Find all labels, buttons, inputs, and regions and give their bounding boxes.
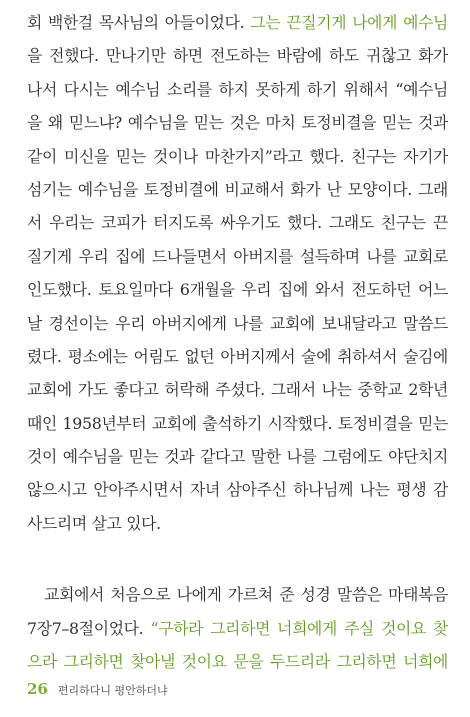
text-line: [27, 407, 448, 440]
page-footer: [27, 680, 168, 698]
text-line: [27, 173, 448, 206]
paragraph-1: [27, 6, 448, 540]
text-segment: 같이 미신을 믿는 것이나 마찬가지”라고 했다. 친구는 자기가: [27, 146, 448, 166]
text-segment: 않으시고 안아주시면서 자녀 삼아주신 하나님께 나는 평생 감: [27, 480, 448, 500]
text-line: [27, 578, 448, 611]
highlighted-text: “구하라 그리하면 너희에게 주실 것이요 찾: [150, 618, 448, 638]
text-segment: 때인 1958년부터 교회에 출석하기 시작했다. 토정비결을 믿는: [27, 413, 448, 433]
body-text: [27, 6, 448, 678]
text-line: [27, 73, 448, 106]
text-segment: 회 백한걸 목사님의 아들이었다.: [27, 13, 251, 32]
page-number: 26: [27, 680, 48, 698]
text-line: [27, 240, 448, 273]
highlighted-text: 그는 끈질기게 나에게 예수님: [250, 13, 448, 32]
text-line: [27, 612, 448, 645]
text-segment: 렸다. 평소에는 어림도 없던 아버지께서 술에 취하셔서 술김에: [27, 346, 448, 366]
text-segment: 것이 예수님을 믿는 것과 같다고 말한 나를 그럼에도 야단치지: [27, 447, 448, 467]
paragraph-2: [27, 578, 448, 678]
text-segment: 7장7–8절이었다.: [27, 618, 151, 638]
text-segment: 교회에서 처음으로 나에게 가르쳐 준 성경 말씀은 마태복음: [27, 585, 448, 605]
paragraph-gap: [27, 540, 448, 578]
text-segment: 교회에 가도 좋다고 허락해 주셨다. 그래서 나는 중학교 2학년: [27, 380, 448, 400]
text-line: [27, 140, 448, 173]
text-line: [27, 473, 448, 506]
text-line: [27, 507, 448, 540]
text-line: [27, 307, 448, 340]
text-line: [27, 373, 448, 406]
text-line: [27, 206, 448, 239]
text-line: [27, 440, 448, 473]
text-line: [27, 6, 448, 39]
text-line: [27, 39, 448, 72]
text-segment: 나서 다시는 예수님 소리를 하지 못하게 하기 위해서 “예수님: [27, 79, 448, 99]
book-title: 편리하다니 평안하더냐: [57, 684, 168, 697]
text-line: [27, 645, 448, 678]
text-segment: 을 전했다. 만나기만 하면 전도하는 바람에 하도 귀찮고 화가: [27, 46, 448, 66]
text-segment: 섬기는 예수님을 토정비결에 비교해서 화가 난 모양이다. 그래: [27, 179, 448, 199]
text-segment: 질기게 우리 집에 드나들면서 아버지를 설득하며 나를 교회로: [27, 246, 448, 266]
text-segment: 사드리며 살고 있다.: [27, 513, 161, 533]
text-segment: 을 왜 믿느냐? 예수님을 믿는 것은 마치 토정비결을 믿는 것과: [27, 113, 448, 133]
text-line: [27, 273, 448, 306]
text-segment: 날 경선이는 우리 아버지에게 나를 교회에 보내달라고 말씀드: [27, 313, 448, 333]
text-segment: 인도했다. 토요일마다 6개월을 우리 집에 와서 전도하던 어느: [27, 280, 448, 300]
highlighted-text: 으라 그리하면 찾아낼 것이요 문을 두드리라 그리하면 너희에: [27, 652, 448, 672]
text-segment: 서 우리는 코피가 터지도록 싸우기도 했다. 그래도 친구는 끈: [27, 213, 448, 233]
text-line: [27, 340, 448, 373]
text-line: [27, 106, 448, 139]
